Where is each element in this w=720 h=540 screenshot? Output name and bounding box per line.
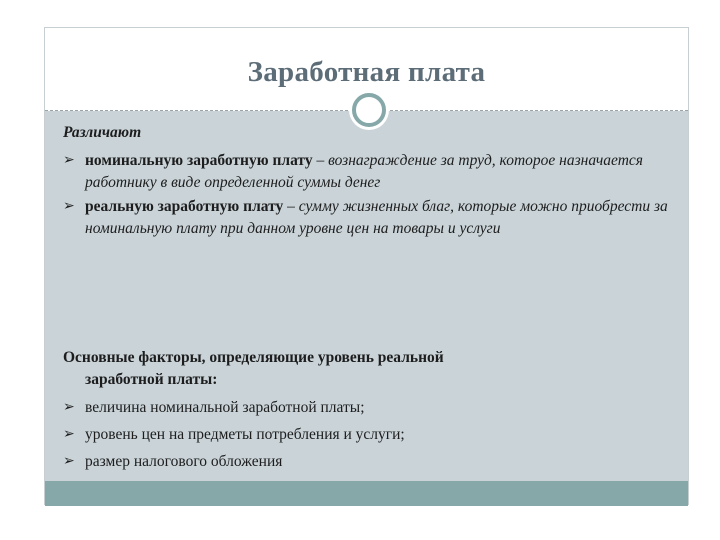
item-description: – сумму жизненных благ, которые можно приобрести за номинальную плату при данном уровне цен на товары и услуги	[85, 198, 668, 237]
slide	[44, 27, 689, 505]
slide-title: Заработная плата	[247, 56, 486, 88]
list-item	[63, 150, 673, 194]
heading-line: заработной платы:	[85, 371, 218, 388]
item-description: – вознаграждение за труд, которое назначается работнику в виде определенной суммы денег	[85, 152, 643, 191]
arrow-bullet-icon: ➢	[63, 199, 75, 214]
section-factors	[63, 347, 673, 478]
list-item	[63, 424, 673, 446]
arrow-bullet-icon: ➢	[63, 454, 75, 469]
arrow-bullet-icon: ➢	[63, 427, 75, 442]
arrow-bullet-icon: ➢	[63, 153, 75, 168]
ring-ornament-icon	[352, 93, 386, 127]
section-distinguish	[63, 124, 673, 240]
item-term: реальную заработную плату	[85, 198, 284, 215]
footer-bar	[45, 481, 688, 506]
item-text: уровень цен на предметы потребления и услуги;	[85, 426, 405, 443]
heading-line: Основные факторы, определяющие уровень реальной	[63, 349, 444, 366]
item-text: величина номинальной заработной платы;	[85, 399, 365, 416]
arrow-bullet-icon: ➢	[63, 400, 75, 415]
list-item	[63, 397, 673, 419]
item-text: размер налогового обложения	[85, 453, 283, 470]
section-heading	[63, 347, 673, 391]
list-item	[63, 451, 673, 473]
item-term: номинальную заработную плату	[85, 152, 313, 169]
section-heading: Различают	[63, 124, 142, 141]
list-item	[63, 196, 673, 240]
